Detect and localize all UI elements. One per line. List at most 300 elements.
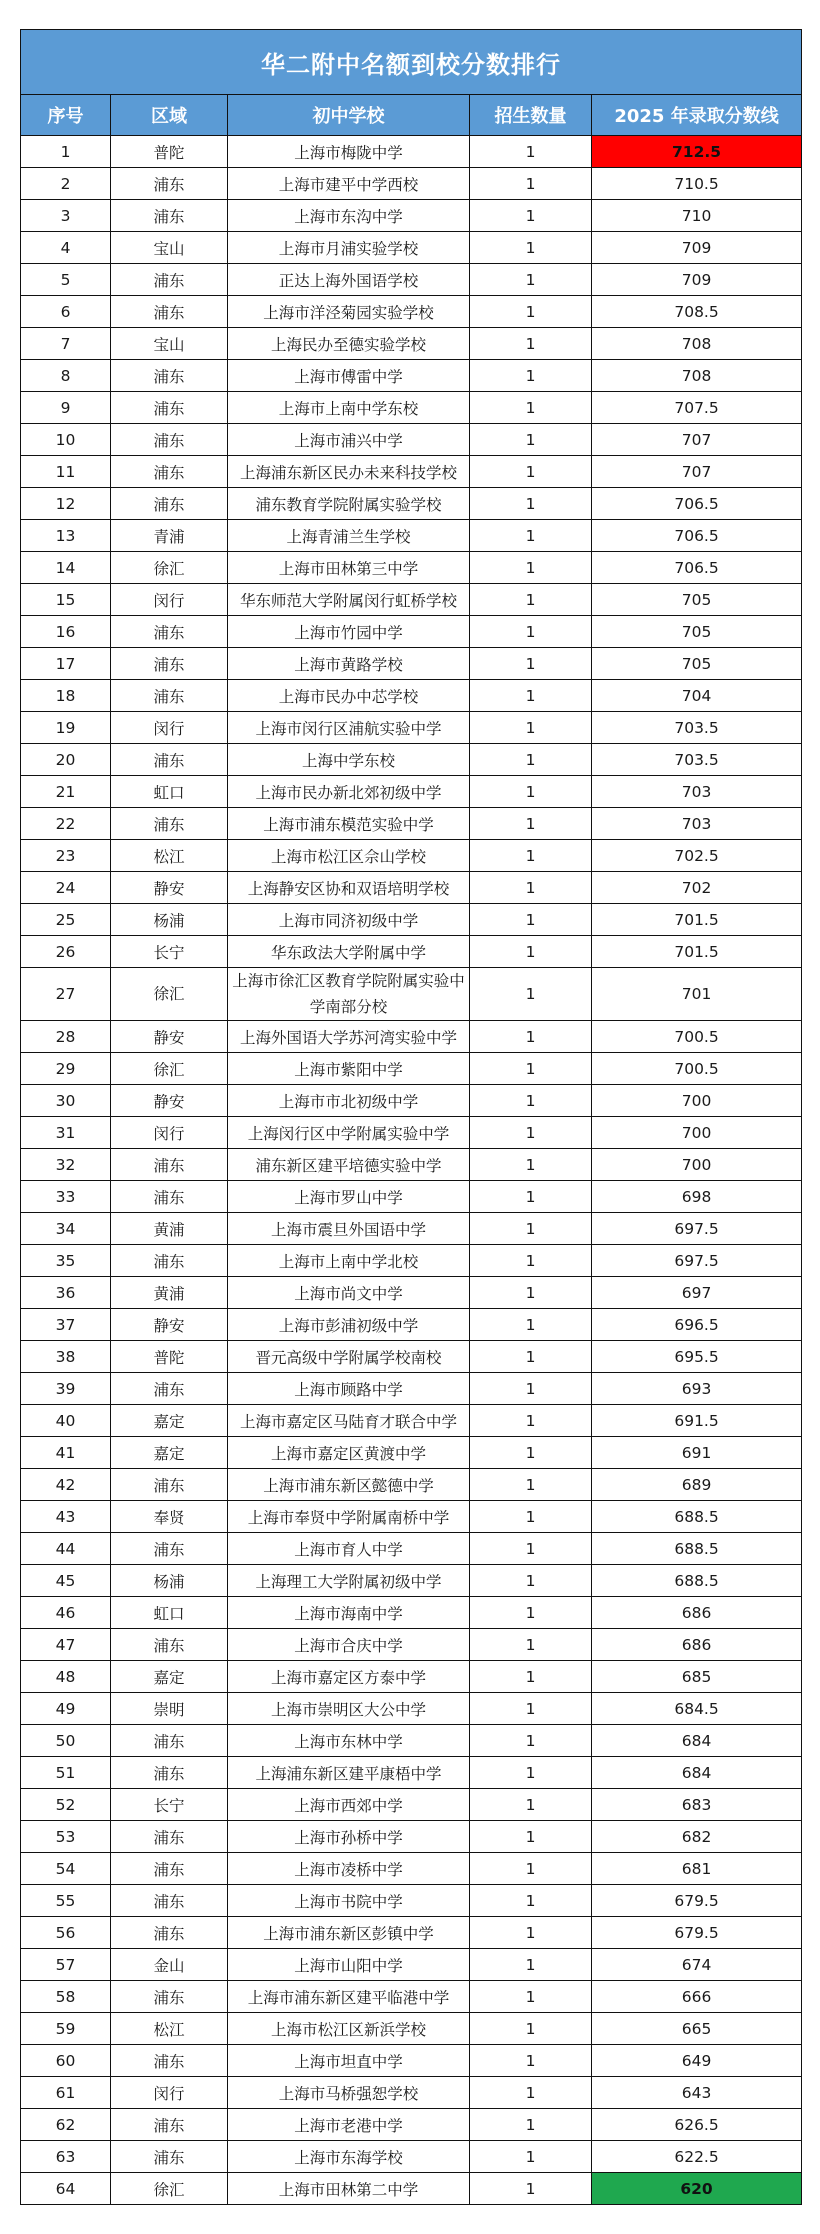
district-cell: 虹口 [111,776,228,808]
school-cell: 上海市奉贤中学附属南桥中学 [228,1501,470,1533]
row-number: 21 [21,776,111,808]
school-cell: 上海市尚文中学 [228,1277,470,1309]
row-number: 8 [21,360,111,392]
quota-cell: 1 [470,616,592,648]
score-cell: 701.5 [592,904,802,936]
district-cell: 普陀 [111,136,228,168]
district-cell: 闵行 [111,2077,228,2109]
quota-cell: 1 [470,1117,592,1149]
header-school: 初中学校 [228,95,470,136]
district-cell: 徐汇 [111,2173,228,2205]
school-cell: 上海浦东新区民办未来科技学校 [228,456,470,488]
district-cell: 浦东 [111,392,228,424]
quota-cell: 1 [470,2045,592,2077]
district-cell: 浦东 [111,1245,228,1277]
district-cell: 浦东 [111,1629,228,1661]
score-cell: 707 [592,424,802,456]
row-number: 47 [21,1629,111,1661]
row-number: 61 [21,2077,111,2109]
school-cell: 上海市月浦实验学校 [228,232,470,264]
row-number: 55 [21,1885,111,1917]
score-cell: 685 [592,1661,802,1693]
district-cell: 松江 [111,840,228,872]
table-row [21,2141,802,2173]
header-score: 2025 年录取分数线 [592,95,802,136]
quota-cell: 1 [470,1885,592,1917]
district-cell: 浦东 [111,1181,228,1213]
school-cell: 上海市马桥强恕学校 [228,2077,470,2109]
score-cell: 622.5 [592,2141,802,2173]
score-cell: 686 [592,1597,802,1629]
school-cell: 上海市松江区新浜学校 [228,2013,470,2045]
quota-cell: 1 [470,488,592,520]
table-row [21,1405,802,1437]
row-number: 25 [21,904,111,936]
score-cell: 700.5 [592,1021,802,1053]
score-cell: 688.5 [592,1501,802,1533]
school-cell: 上海市嘉定区黄渡中学 [228,1437,470,1469]
table-row [21,328,802,360]
score-cell: 703 [592,776,802,808]
school-cell: 上海市海南中学 [228,1597,470,1629]
school-cell: 上海市梅陇中学 [228,136,470,168]
score-cell: 697.5 [592,1213,802,1245]
quota-cell: 1 [470,1661,592,1693]
table-row [21,1501,802,1533]
table-row [21,168,802,200]
quota-cell: 1 [470,1309,592,1341]
quota-cell: 1 [470,936,592,968]
quota-cell: 1 [470,1085,592,1117]
score-cell: 706.5 [592,552,802,584]
table-row [21,680,802,712]
school-cell: 上海静安区协和双语培明学校 [228,872,470,904]
score-cell: 700 [592,1117,802,1149]
header-quota: 招生数量 [470,95,592,136]
score-cell: 688.5 [592,1533,802,1565]
district-cell: 浦东 [111,168,228,200]
quota-cell: 1 [470,776,592,808]
quota-cell: 1 [470,1533,592,1565]
score-cell: 701.5 [592,936,802,968]
row-number: 5 [21,264,111,296]
school-cell: 上海中学东校 [228,744,470,776]
school-cell: 上海市松江区佘山学校 [228,840,470,872]
header-district: 区域 [111,95,228,136]
quota-cell: 1 [470,1597,592,1629]
row-number: 63 [21,2141,111,2173]
score-cell: 706.5 [592,520,802,552]
row-number: 53 [21,1821,111,1853]
school-cell: 晋元高级中学附属学校南校 [228,1341,470,1373]
score-cell: 708.5 [592,296,802,328]
row-number: 3 [21,200,111,232]
row-number: 58 [21,1981,111,2013]
score-cell: 701 [592,968,802,1021]
school-cell: 上海市建平中学西校 [228,168,470,200]
district-cell: 浦东 [111,424,228,456]
table-row [21,872,802,904]
school-cell: 上海市老港中学 [228,2109,470,2141]
score-cell: 705 [592,648,802,680]
school-cell: 上海市紫阳中学 [228,1053,470,1085]
district-cell: 浦东 [111,1469,228,1501]
school-cell: 上海市东林中学 [228,1725,470,1757]
row-number: 10 [21,424,111,456]
quota-cell: 1 [470,1821,592,1853]
district-cell: 浦东 [111,680,228,712]
district-cell: 松江 [111,2013,228,2045]
quota-cell: 1 [470,136,592,168]
quota-cell: 1 [470,1981,592,2013]
row-number: 59 [21,2013,111,2045]
row-number: 35 [21,1245,111,1277]
school-cell: 上海市傅雷中学 [228,360,470,392]
school-cell: 上海市浦东新区建平临港中学 [228,1981,470,2013]
school-cell: 上海市上南中学东校 [228,392,470,424]
row-number: 28 [21,1021,111,1053]
quota-cell: 1 [470,296,592,328]
school-cell: 上海市山阳中学 [228,1949,470,1981]
score-cell: 626.5 [592,2109,802,2141]
table-row [21,616,802,648]
score-cell: 703 [592,808,802,840]
score-cell: 700.5 [592,1053,802,1085]
district-cell: 静安 [111,872,228,904]
score-cell: 674 [592,1949,802,1981]
score-cell: 703.5 [592,744,802,776]
score-cell: 700 [592,1149,802,1181]
school-cell: 上海民办至德实验学校 [228,328,470,360]
table-row [21,2013,802,2045]
row-number: 37 [21,1309,111,1341]
district-cell: 徐汇 [111,552,228,584]
quota-cell: 1 [470,264,592,296]
row-number: 41 [21,1437,111,1469]
score-cell: 709 [592,264,802,296]
row-number: 24 [21,872,111,904]
table-row [21,1597,802,1629]
score-cell: 704 [592,680,802,712]
row-number: 14 [21,552,111,584]
school-cell: 上海市合庆中学 [228,1629,470,1661]
school-cell: 浦东教育学院附属实验学校 [228,488,470,520]
district-cell: 闵行 [111,1117,228,1149]
district-cell: 浦东 [111,1821,228,1853]
quota-cell: 1 [470,1373,592,1405]
row-number: 11 [21,456,111,488]
district-cell: 浦东 [111,1917,228,1949]
score-cell: 697 [592,1277,802,1309]
school-cell: 上海市洋泾菊园实验学校 [228,296,470,328]
row-number: 33 [21,1181,111,1213]
school-cell: 上海市浦兴中学 [228,424,470,456]
school-cell: 上海市顾路中学 [228,1373,470,1405]
table-row [21,1725,802,1757]
quota-cell: 1 [470,456,592,488]
quota-cell: 1 [470,424,592,456]
table-row [21,136,802,168]
table-row [21,456,802,488]
score-cell: 684 [592,1725,802,1757]
score-cell: 665 [592,2013,802,2045]
table-row [21,488,802,520]
district-cell: 浦东 [111,1885,228,1917]
quota-cell: 1 [470,1245,592,1277]
district-cell: 宝山 [111,232,228,264]
score-cell: 620 [592,2173,802,2205]
school-cell: 上海市坦直中学 [228,2045,470,2077]
row-number: 29 [21,1053,111,1085]
quota-cell: 1 [470,968,592,1021]
school-cell: 上海市田林第三中学 [228,552,470,584]
row-number: 64 [21,2173,111,2205]
school-cell: 上海市凌桥中学 [228,1853,470,1885]
row-number: 32 [21,1149,111,1181]
score-cell: 679.5 [592,1885,802,1917]
quota-cell: 1 [470,712,592,744]
row-number: 18 [21,680,111,712]
district-cell: 浦东 [111,200,228,232]
school-cell: 上海市市北初级中学 [228,1085,470,1117]
row-number: 57 [21,1949,111,1981]
quota-cell: 1 [470,552,592,584]
school-cell: 上海市徐汇区教育学院附属实验中学南部分校 [228,968,470,1021]
quota-cell: 1 [470,1149,592,1181]
school-cell: 上海市嘉定区方泰中学 [228,1661,470,1693]
table-row [21,424,802,456]
score-cell: 691.5 [592,1405,802,1437]
table-body [21,136,802,2205]
table-row [21,840,802,872]
table-row [21,1277,802,1309]
school-cell: 华东政法大学附属中学 [228,936,470,968]
table-row [21,1117,802,1149]
row-number: 4 [21,232,111,264]
table-row [21,1853,802,1885]
table-row [21,1789,802,1821]
table-row [21,904,802,936]
quota-cell: 1 [470,2141,592,2173]
table-row [21,936,802,968]
district-cell: 嘉定 [111,1405,228,1437]
row-number: 42 [21,1469,111,1501]
table-row [21,808,802,840]
quota-cell: 1 [470,1725,592,1757]
score-cell: 695.5 [592,1341,802,1373]
table-row [21,2109,802,2141]
row-number: 22 [21,808,111,840]
school-cell: 上海浦东新区建平康梧中学 [228,1757,470,1789]
school-cell: 上海市罗山中学 [228,1181,470,1213]
row-number: 43 [21,1501,111,1533]
quota-cell: 1 [470,2173,592,2205]
district-cell: 杨浦 [111,1565,228,1597]
district-cell: 奉贤 [111,1501,228,1533]
school-cell: 上海市育人中学 [228,1533,470,1565]
table-row [21,1565,802,1597]
district-cell: 宝山 [111,328,228,360]
quota-cell: 1 [470,2109,592,2141]
quota-cell: 1 [470,904,592,936]
score-cell: 698 [592,1181,802,1213]
row-number: 26 [21,936,111,968]
table-row [21,392,802,424]
row-number: 46 [21,1597,111,1629]
row-number: 17 [21,648,111,680]
school-cell: 上海外国语大学苏河湾实验中学 [228,1021,470,1053]
quota-cell: 1 [470,1277,592,1309]
school-cell: 上海市上南中学北校 [228,1245,470,1277]
row-number: 7 [21,328,111,360]
school-cell: 上海市民办新北郊初级中学 [228,776,470,808]
score-cell: 703.5 [592,712,802,744]
school-cell: 上海市震旦外国语中学 [228,1213,470,1245]
header-row [21,95,802,136]
score-cell: 707.5 [592,392,802,424]
score-cell: 684.5 [592,1693,802,1725]
quota-cell: 1 [470,680,592,712]
score-cell: 705 [592,584,802,616]
quota-cell: 1 [470,1021,592,1053]
table-row [21,648,802,680]
table-row [21,1533,802,1565]
quota-cell: 1 [470,744,592,776]
quota-cell: 1 [470,840,592,872]
table-row [21,1949,802,1981]
table-row [21,776,802,808]
quota-cell: 1 [470,648,592,680]
school-cell: 上海市同济初级中学 [228,904,470,936]
district-cell: 杨浦 [111,904,228,936]
score-cell: 707 [592,456,802,488]
row-number: 40 [21,1405,111,1437]
score-cell: 708 [592,328,802,360]
score-cell: 709 [592,232,802,264]
table-row [21,1821,802,1853]
score-cell: 643 [592,2077,802,2109]
district-cell: 浦东 [111,264,228,296]
district-cell: 浦东 [111,1853,228,1885]
school-cell: 上海市彭浦初级中学 [228,1309,470,1341]
quota-cell: 1 [470,520,592,552]
district-cell: 普陀 [111,1341,228,1373]
district-cell: 浦东 [111,2109,228,2141]
table-row [21,712,802,744]
row-number: 19 [21,712,111,744]
quota-cell: 1 [470,1213,592,1245]
district-cell: 浦东 [111,1373,228,1405]
table-row [21,1181,802,1213]
score-cell: 679.5 [592,1917,802,1949]
row-number: 60 [21,2045,111,2077]
table-row [21,1917,802,1949]
school-cell: 上海市竹园中学 [228,616,470,648]
table-row [21,1245,802,1277]
table-row [21,1885,802,1917]
school-cell: 上海闵行区中学附属实验中学 [228,1117,470,1149]
row-number: 1 [21,136,111,168]
district-cell: 浦东 [111,296,228,328]
row-number: 62 [21,2109,111,2141]
score-cell: 702 [592,872,802,904]
school-cell: 上海市孙桥中学 [228,1821,470,1853]
score-cell: 696.5 [592,1309,802,1341]
district-cell: 黄浦 [111,1277,228,1309]
school-cell: 上海市浦东新区懿德中学 [228,1469,470,1501]
quota-cell: 1 [470,2013,592,2045]
row-number: 52 [21,1789,111,1821]
row-number: 51 [21,1757,111,1789]
quota-cell: 1 [470,2077,592,2109]
row-number: 50 [21,1725,111,1757]
table-title: 华二附中名额到校分数排行 [21,30,802,95]
quota-cell: 1 [470,1629,592,1661]
quota-cell: 1 [470,1437,592,1469]
school-cell: 上海市东沟中学 [228,200,470,232]
score-cell: 710 [592,200,802,232]
quota-cell: 1 [470,808,592,840]
district-cell: 长宁 [111,1789,228,1821]
quota-cell: 1 [470,1181,592,1213]
district-cell: 徐汇 [111,1053,228,1085]
score-cell: 684 [592,1757,802,1789]
school-cell: 正达上海外国语学校 [228,264,470,296]
quota-cell: 1 [470,1565,592,1597]
district-cell: 静安 [111,1021,228,1053]
district-cell: 浦东 [111,2045,228,2077]
school-cell: 上海理工大学附属初级中学 [228,1565,470,1597]
table-row [21,1469,802,1501]
row-number: 15 [21,584,111,616]
district-cell: 青浦 [111,520,228,552]
district-cell: 静安 [111,1309,228,1341]
row-number: 9 [21,392,111,424]
quota-cell: 1 [470,1501,592,1533]
school-cell: 上海市浦东新区彭镇中学 [228,1917,470,1949]
row-number: 56 [21,1917,111,1949]
school-cell: 上海市民办中芯学校 [228,680,470,712]
table-row [21,1757,802,1789]
table-row [21,1629,802,1661]
row-number: 48 [21,1661,111,1693]
row-number: 36 [21,1277,111,1309]
score-cell: 681 [592,1853,802,1885]
school-cell: 上海青浦兰生学校 [228,520,470,552]
school-cell: 上海市闵行区浦航实验中学 [228,712,470,744]
quota-cell: 1 [470,328,592,360]
district-cell: 闵行 [111,712,228,744]
table-row [21,200,802,232]
quota-cell: 1 [470,1405,592,1437]
table-row [21,1149,802,1181]
district-cell: 徐汇 [111,968,228,1021]
district-cell: 金山 [111,1949,228,1981]
quota-cell: 1 [470,1949,592,1981]
score-cell: 697.5 [592,1245,802,1277]
quota-cell: 1 [470,872,592,904]
row-number: 49 [21,1693,111,1725]
district-cell: 嘉定 [111,1661,228,1693]
table-row [21,1373,802,1405]
table-row [21,1021,802,1053]
row-number: 12 [21,488,111,520]
quota-cell: 1 [470,168,592,200]
quota-cell: 1 [470,1917,592,1949]
table-row [21,296,802,328]
table-row [21,968,802,1021]
school-cell: 上海市书院中学 [228,1885,470,1917]
